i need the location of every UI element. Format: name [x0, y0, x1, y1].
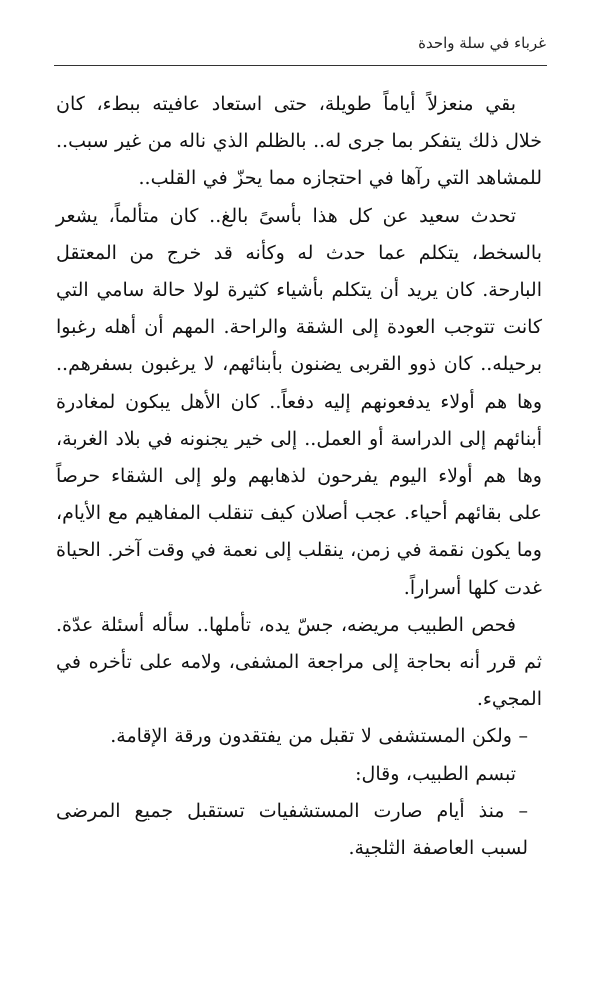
body-text [56, 86, 542, 867]
paragraph: بقي منعزلاً أياماً طويلة، حتى استعاد عافيته ببطء، كان خلال ذلك يتفكر بما جرى له.. بالظلم الذي ناله من غير سبب.. للمشاهد التي رآها في احتجازه مما يحزّ في القلب.. [56, 93, 542, 190]
dialogue-line: – ولكن المستشفى لا تقبل من يفتقدون ورقة الإقامة. [110, 725, 528, 748]
header-divider [54, 65, 547, 66]
running-title: غرباء في سلة واحدة [418, 34, 546, 52]
paragraph: فحص الطبيب مريضه، جسّ يده، تأملها.. سأله أسئلة عدّة. ثم قرر أنه بحاجة إلى مراجعة المشفى، ولامه على تأخره في المجيء. [56, 613, 542, 711]
paragraph: تحدث سعيد عن كل هذا بأسىً بالغ.. كان متألماً، يشعر بالسخط، يتكلم عما حدث له وكأنه قد خرج من المعتقل البارحة. كان يريد أن يتكلم بأشياء كثيرة لولا حالة سامي التي كانت تتوجب العودة إلى الشقة والراحة. المهم أن أهله رغبوا برحيله.. كان ذوو القربى يضنون بأبنائهم، لا يرغبون بسفرهم.. وها هم أولاء يدفعونهم إليه دفعاً.. كان الأهل يبكون لمغادرة أبنائهم إلى الدراسة أو العمل.. إلى خير يجنونه في بلاد الغربة، وها هم أولاء اليوم يفرحون لذهابهم ولو إلى الشقاء حرصاً على بقائهم أحياء. عجب أصلان كيف تنقلب المفاهيم مع الأيام، وما يكون نقمة في زمن، ينقلب إلى نعمة في وقت آخر. الحياة غدت كلها أسراراً. [56, 204, 542, 599]
dialogue-line: – منذ أيام صارت المستشفيات تستقبل جميع المرضى لسبب العاصفة الثلجية. [56, 799, 528, 860]
paragraph: تبسم الطبيب، وقال: [355, 762, 516, 785]
